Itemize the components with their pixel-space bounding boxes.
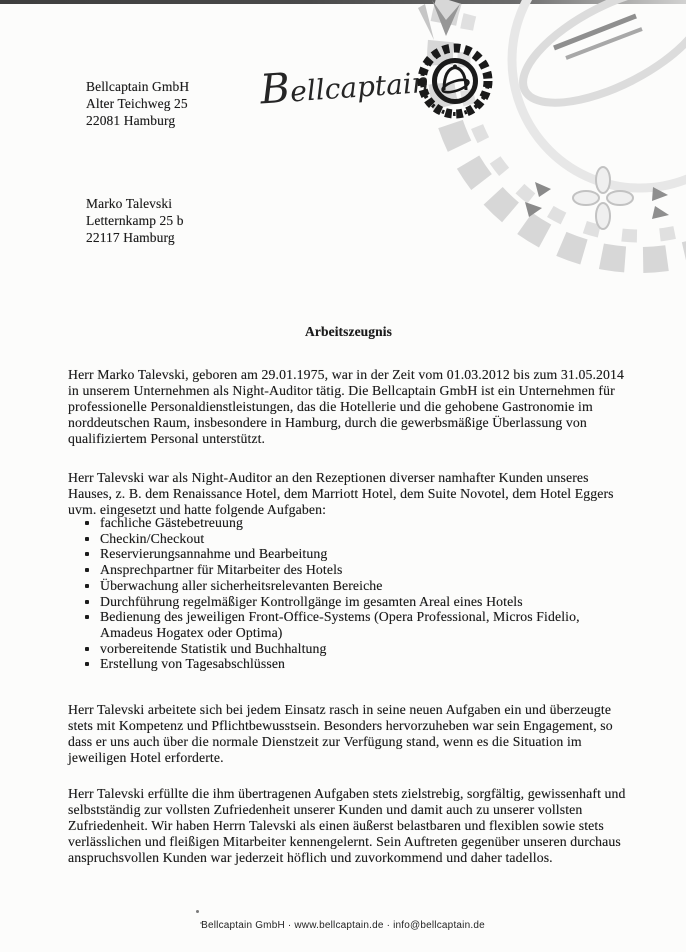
duty-text: Erstellung von Tagesabschlüssen [100,656,286,672]
bell-wreath-emblem-icon [413,39,497,123]
duty-text: vorbereitende Statistik und Buchhaltung [100,640,327,656]
paragraph-duties-intro: Herr Talevski war als Night-Auditor an den Rezeptionen diverser namhafter Kunden unseres Hauses, z. B. dem Renaissance Hotel, dem Marriott Hotel, dem Suite Novotel, dem Hotel Eggers uvm. eingesetzt und hatte folgende Aufgaben: [68,469,614,517]
duty-text: Bedienung des jeweiligen Front-Office-Systems (Opera Professional, Micros Fidelio, Amadeus Hogatex oder Optima) [100,609,580,640]
duty-text: Reservierungsannahme und Bearbeitung [100,546,328,562]
bullet-icon [85,662,89,666]
paragraph-evaluation: Herr Talevski erfüllte die ihm übertragenen Aufgaben stets zielstrebig, sorgfältig, gewissenhaft und selbstständig zur vollsten Zufriedenheit unserer Kunden und damit auch zu unserer vollsten Zufriedenheit. Wir haben Herrn Talevski als einen äußerst belastbaren und flexiblen sowie stets verlässlichen und fleißigen Mitarbeiter kennengelernt. Sein Auftreten gegenüber unseren durchaus anspruchsvollen Kunden war jederzeit höflich und zuvorkommend und daher tadellos. [68,785,626,865]
duty-item [68,546,629,562]
bullet-icon [85,568,89,572]
bullet-icon [85,537,89,541]
duty-item [68,594,629,610]
page-footer: Bellcaptain GmbH · www.bellcaptain.de · info@bellcaptain.de [201,920,485,931]
duty-item [68,531,629,547]
recipient-address [86,195,184,246]
paragraph-intro: Herr Marko Talevski, geboren am 29.01.1975, war in der Zeit vom 01.03.2012 bis zum 31.05.2014 in unserem Unternehmen als Night-Auditor tätig. Die Bellcaptain GmbH ist ein Unternehmen für professionelle Personaldienstleistungen, das die Hotellerie und die gehobene Gastronomie im norddeutschen Raum, insbesondere in Hamburg, durch die gewerbsmäßige Überlassung von qualifiziertem Personal unterstützt. [68,366,625,446]
bellcaptain-logo-script: Bellcaptain [258,63,431,114]
duty-text: Checkin/Checkout [100,530,205,546]
bullet-icon [85,584,89,588]
sender-address [86,78,189,129]
sender-address-line: 22081 Hamburg [86,113,176,128]
duty-text: Durchführung regelmäßiger Kontrollgänge im gesamten Areal eines Hotels [100,593,523,609]
duties-list [68,515,629,672]
paragraph-performance: Herr Talevski arbeitete sich bei jedem Einsatz rasch in seine neuen Aufgaben ein und überzeugte stets mit Kompetenz und Pflichtbewusstsein. Besonders hervorzuheben war sein Engagement, so dass er uns auch über die normale Dienstzeit zur Verfügung stand, wenn es die Situation im jeweiligen Hotel erforderte. [68,701,613,765]
duty-item [68,515,629,531]
duty-item [68,641,629,657]
sender-address-line: Alter Teichweg 25 [86,96,188,111]
duty-text: Überwachung aller sicherheitsrelevanten Bereiche [100,577,383,593]
duty-item [68,562,629,578]
document-title: Arbeitszeugnis [305,324,392,339]
duty-item [68,656,629,672]
bullet-icon [85,600,89,604]
bullet-icon [85,647,89,651]
recipient-address-line: 22117 Hamburg [86,230,175,245]
bullet-icon [85,552,89,556]
duty-text: fachliche Gästebetreuung [100,515,243,530]
duty-text: Ansprechpartner für Mitarbeiter des Hotels [100,562,343,578]
scan-edge-artifact [0,0,686,4]
duty-item [68,578,629,594]
recipient-address-line: Marko Talevski [86,196,173,211]
sender-address-line: Bellcaptain GmbH [86,79,190,94]
recipient-address-line: Letternkamp 25 b [86,213,184,228]
scan-speck [196,910,199,913]
bullet-icon [85,521,89,525]
bullet-icon [85,615,89,619]
duty-item [68,609,629,640]
